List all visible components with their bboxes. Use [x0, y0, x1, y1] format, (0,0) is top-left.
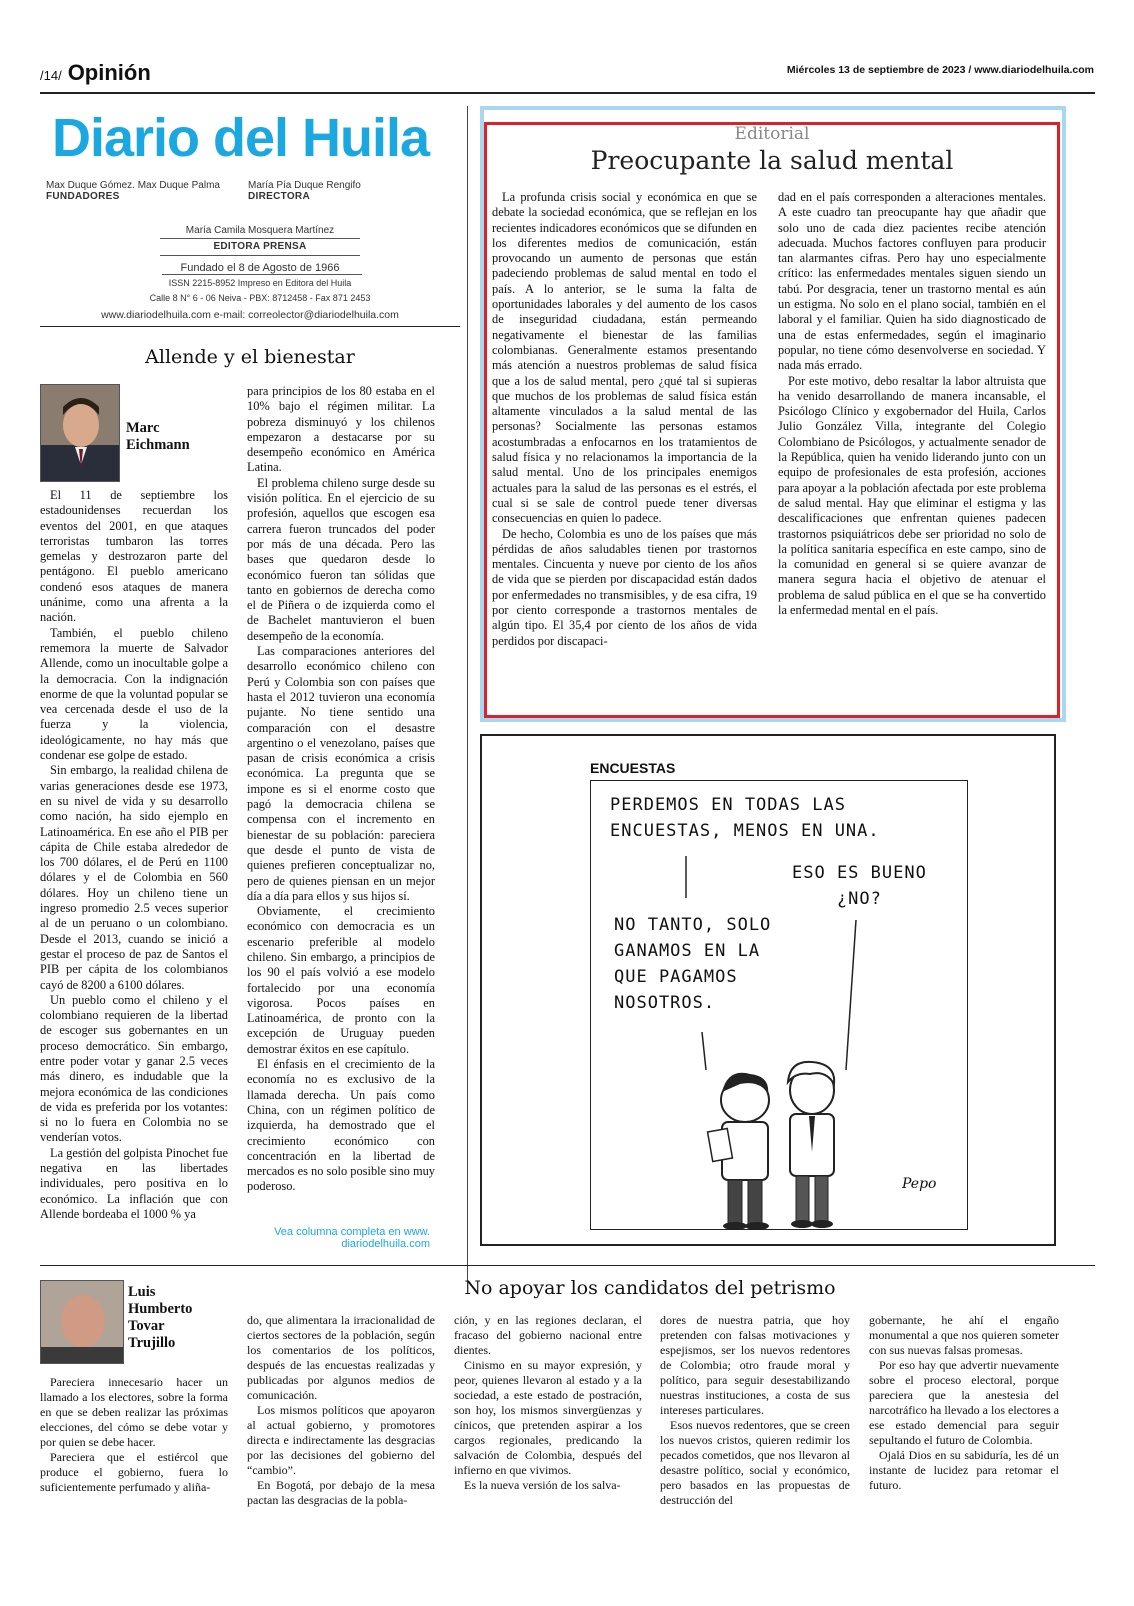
column2-text-e: gobernante, he ahí el engaño monumental a que nos quieren someter con sus nuevas falsas promesas. Por eso hay que advertir nuevamente sobre el proceso electoral, porque pareciera que la anestesia del narcotráfico ha llevado a los electores a ese estado demencial para seguir sepultando el futuro de Colombia. Ojalá Dios en su sabiduría, les dé un instante de lucidez para retomar el futuro.	[869, 1313, 1059, 1492]
founders	[46, 180, 220, 202]
column2-title: No apoyar los candidatos del petrismo	[464, 1277, 836, 1299]
editorial-text-a: La profunda crisis social y económica en que se debate la sociedad económica, que se reflejan en los recientes indicadores económicos que se difunden en los diferentes medios de comunicación, están provocando un aumento de personas que están padeciendo problemas de salud mental en todo el país. A lo anterior, se le suma la falta de oportunidades laborales y del aumento de los casos de inseguridad ciudadana, están permeando negativamente el bienestar de las familias colombianas. Generalmente estamos presentando más atención a nuestros problemas de salud física que a los de salud mental, pero ¿qué tal si supieras que muchos de los problemas de salud física están altamente vinculados a la salud mental de las personas? Socialmente las personas estamos acostumbradas a enfocarnos en los tratamientos de salud física y no relacionamos la importancia de la salud mental. Uno de los principales enemigos actuales para la salud de las personas es el estrés, el cual si se sale de control puede tener diversas consecuencias en quien lo padece. De hecho, Colombia es uno de los países que más pérdidas de años saludables tienen por trastornos mentales. Cincuenta y nueve por ciento de los años de vida que se pierden por discapacidad están dados por enfermedades no transmisibles, y de esa cifra, 19 por ciento corresponde a trastornos mentales de algún tipo. El 35,4 por ciento de los años de vida perdidos por discapaci-	[492, 190, 757, 648]
bottom-rule	[40, 1265, 1095, 1266]
cartoonist-signature: Pepo	[902, 1176, 937, 1192]
editorial-title: Preocupante la salud mental	[590, 146, 954, 175]
editor	[120, 225, 400, 259]
cartoon-label: ENCUESTAS	[590, 760, 676, 776]
column-title: Allende y el bienestar	[145, 346, 355, 368]
founders-label: FUNDADORES	[46, 191, 120, 202]
dateline: Miércoles 13 de septiembre de 2023 / www.diariodelhuila.com	[786, 64, 1094, 76]
section-title: Opinión	[67, 60, 151, 85]
column-divider	[467, 106, 468, 1281]
column1-text-b: para principios de los 80 estaba en el 10% bajo el régimen militar. La pobreza disminuyó y los chilenos empezaron a destacarse por su desempeño económico en América Latina. El problema chileno surge desde su visión política. En el ejercicio de su profesión, aquellos que escogen esa carrera fueron truncados del poder por más de una década. Pero las bases que quedaron desde lo económico fueron tan sólidas que tanto en gobiernos de derecha como el de Piñera o de izquierda como el de Bachelet mantuvieron el buen desempeño de la economía. Las comparaciones anteriores del desarrollo económico chileno con Perú y Colombia son con países que hasta el 2012 tuvieron una economía pujante. No tiene sentido una comparación con el desastre argentino o el venezolano, países que pasan de crisis económica a crisis económica. La pregunta que se impone es si el enorme costo que pagó la democracia chilena se compensa con el incremento en bienestar de su población: pareciera que desde el punto de vista de quienes prefieren conceptualizar no, pero de quienes piensan en un mejor día a día para ellos y sus hijos sí. Obviamente, el crecimiento económico con democracia es un escenario preferible al modelo chileno. Sin embargo, a principios de los 90 el país volvió a ese modelo fortalecido por una economía vigorosa. Pocos países en Latinoamérica, de pronto con la excepción de Uruguay pueden demostrar éxitos en ese capítulo. El énfasis en el crecimiento de la economía no es exclusivo de la llamada derecha. Un país como China, con un régimen político de izquierda, ha demostrado que el crecimiento económico con concentración en la libertad de mercados es no solo posible sino muy poderoso.	[247, 384, 435, 1194]
contact: www.diariodelhuila.com e-mail: correolector@diariodelhuila.com	[101, 309, 399, 321]
editorial-text-b: dad en el país corresponden a alteraciones mentales. A este cuadro tan preocupante hay que añadir que solo uno de cada diez pacientes recibe atención adecuada. Muchos factores confluyen para producir tan alarmantes cifras. Pero hay uno especialmente crítico: las enfermedades mentales siguen siendo un tabú. Por desgracia, tener un trastorno mental es aún un estigma. No solo en el plano social, también en el laboral y el familiar. Quien ha sido diagnosticado de una de estas enfermedades, según el imaginario popular, no tiene cómo desenvolverse en sociedad. Y nada más errado. Por este motivo, debo resaltar la labor altruista que ha venido desarrollando de manera incansable, el Psicólogo Clínico y exgobernador del Huila, Carlos Julio González Villa, integrante del Colegio Colombiano de Psicólogos, y actualmente senador de la República, quien ha venido liderando junto con un equipo de profesionales de esta profesión, acciones para apoyar a la población afectada por este problema de salud mental. Hay que eliminar el estigma y las descalificaciones que enfrentan quienes padecen trastornos psiquiátricos debe ser prioridad no solo de la política sanitaria específica en este campo, sino de la comunidad en general si se quiere avanzar de manera segura hacia el objetivo de atenuar el problema de salud pública en el que se ha convertido la enfermedad mental en el país.	[778, 190, 1046, 618]
issn: ISSN 2215-8952 Impreso en Editora del Huila	[168, 278, 352, 288]
address: Calle 8 N° 6 - 06 Neiva - PBX: 8712458 - Fax 871 2453	[149, 293, 371, 303]
full-column-link[interactable]: Vea columna completa en www. diariodelhuila.com	[274, 1226, 430, 1250]
author2-name: Luis Humberto Tovar Trujillo	[128, 1284, 193, 1351]
column2-text-b: do, que alimentara la irracionalidad de ciertos sectores de la población, según los comentarios de los políticos, después de las encuestas realizadas y publicadas por algunos medios de comunicación. Los mismos políticos que apoyaron al actual gobierno, y promotores directa e indirectamente las desgracias por las decisiones del gobierno del “cambio”. En Bogotá, por debajo de la mesa pactan las desgracias de la pobla-	[247, 1313, 435, 1507]
cartoon-drawing	[590, 780, 968, 1230]
speech-bubble-3: NO TANTO, SOLO GANAMOS EN LA QUE PAGAMOS NOSOTROS.	[614, 915, 772, 1013]
editor-name: María Camila Mosquera Martínez	[185, 225, 335, 236]
cartoon	[480, 734, 1056, 1246]
director-name: María Pía Duque Rengifo	[248, 180, 361, 191]
column2-text-d: dores de nuestra patria, que hoy pretenden con falsas motivaciones y espejismos, ser los nuevos redentores de Colombia; otro fraude moral y político, para seguir desestabilizando nuestras instituciones, a costa de sus intereses particulares. Esos nuevos redentores, que se creen los nuevos cristos, quieren redimir los pecados cometidos, que nos llevaron al desastre político, social y económico, pero basados en las propuestas de destrucción del	[660, 1313, 850, 1507]
page-number: /14/	[40, 68, 62, 83]
editor-label: EDITORA PRENSA	[213, 241, 307, 252]
column1-text-a: El 11 de septiembre los estadounidenses recuerdan los eventos del 2001, en que ataques terroristas tumbaron las torres gemelas y destrozaron parte del pentágono. El pueblo americano condenó esos ataques de manera unánime, como una afrenta a la nación. También, el pueblo chileno rememora la muerte de Salvador Allende, como un inocultable golpe a la democracia. Con la indignación enorme de que la voluntad popular se vea cercenada desde el uso de la fuerza y la violencia, ideológicamente, no hay más que condenar ese golpe de estado. Sin embargo, la realidad chilena de varias generaciones desde ese 1973, en su nivel de vida y su desarrollo como nación, ha sido ejemplo en Latinoamérica. En ese año el PIB per cápita de Chile estaba alrededor de los 700 dólares, el de Perú en 1100 dólares y el de Colombia en 560 dólares. Hoy un chileno tiene un ingreso promedio 2.5 veces superior al de un peruano o un colombiano. Desde el 2013, cuando se inició a gestar el proceso de paz de Santos el PIB per cápita de los colombianos cayó de 8200 a 6100 dólares. Un pueblo como el chileno y el colombiano requieren de la libertad de escoger sus gobernantes en un proceso democrático. Sin embargo, entre poder votar y ganar 2.5 veces más dinero, es indudable que la mejora económica de las condiciones de vida es preferida por los votantes: si no lo fuera en Colombia no se venderían votos. La gestión del golpista Pinochet fue negativa en las libertades individuales, pero positiva en lo económico. La inflación que con Allende bordeaba el 1000 % ya	[40, 488, 228, 1221]
speech-bubble-2: ESO ES BUENO ¿NO?	[792, 863, 927, 909]
newspaper-logo: Diario del Huila	[52, 108, 430, 168]
speech-bubble-1: PERDEMOS EN TODAS LAS ENCUESTAS, MENOS EN UNA.	[610, 795, 880, 841]
column2-text-a: Pareciera innecesario hacer un llamado a los electores, sobre la forma en que se deben realizar las próximas elecciones, del cómo se debe votar y por quien se debe hacer. Pareciera que el estiércol que produce el gobierno, fuera lo suficientemente perfumado y aliña-	[40, 1375, 228, 1494]
section-header	[40, 60, 151, 86]
author-photo	[40, 384, 120, 482]
author-name: Marc Eichmann	[126, 420, 190, 453]
column2-text-c: ción, y en las regiones declaran, el fracaso del gobierno nacional entre dientes. Cinismo en su mayor expresión, y peor, quienes llevaron al estado y a la sociedad, a este estado de postración, son hoy, los mismos sinvergüenzas y cínicos, que pretenden aspirar a los cargos regionales, predicando la salvación de Colombia, después del infierno en que vivimos. Es la nueva versión de los salva-	[454, 1313, 642, 1492]
director-label: DIRECTORA	[248, 191, 310, 202]
director	[248, 180, 361, 202]
founders-names: Max Duque Gómez. Max Duque Palma	[46, 180, 220, 191]
author2-photo	[40, 1280, 124, 1364]
founded-date: Fundado el 8 de Agosto de 1966	[180, 262, 340, 274]
editorial-label: Editorial	[734, 124, 810, 144]
